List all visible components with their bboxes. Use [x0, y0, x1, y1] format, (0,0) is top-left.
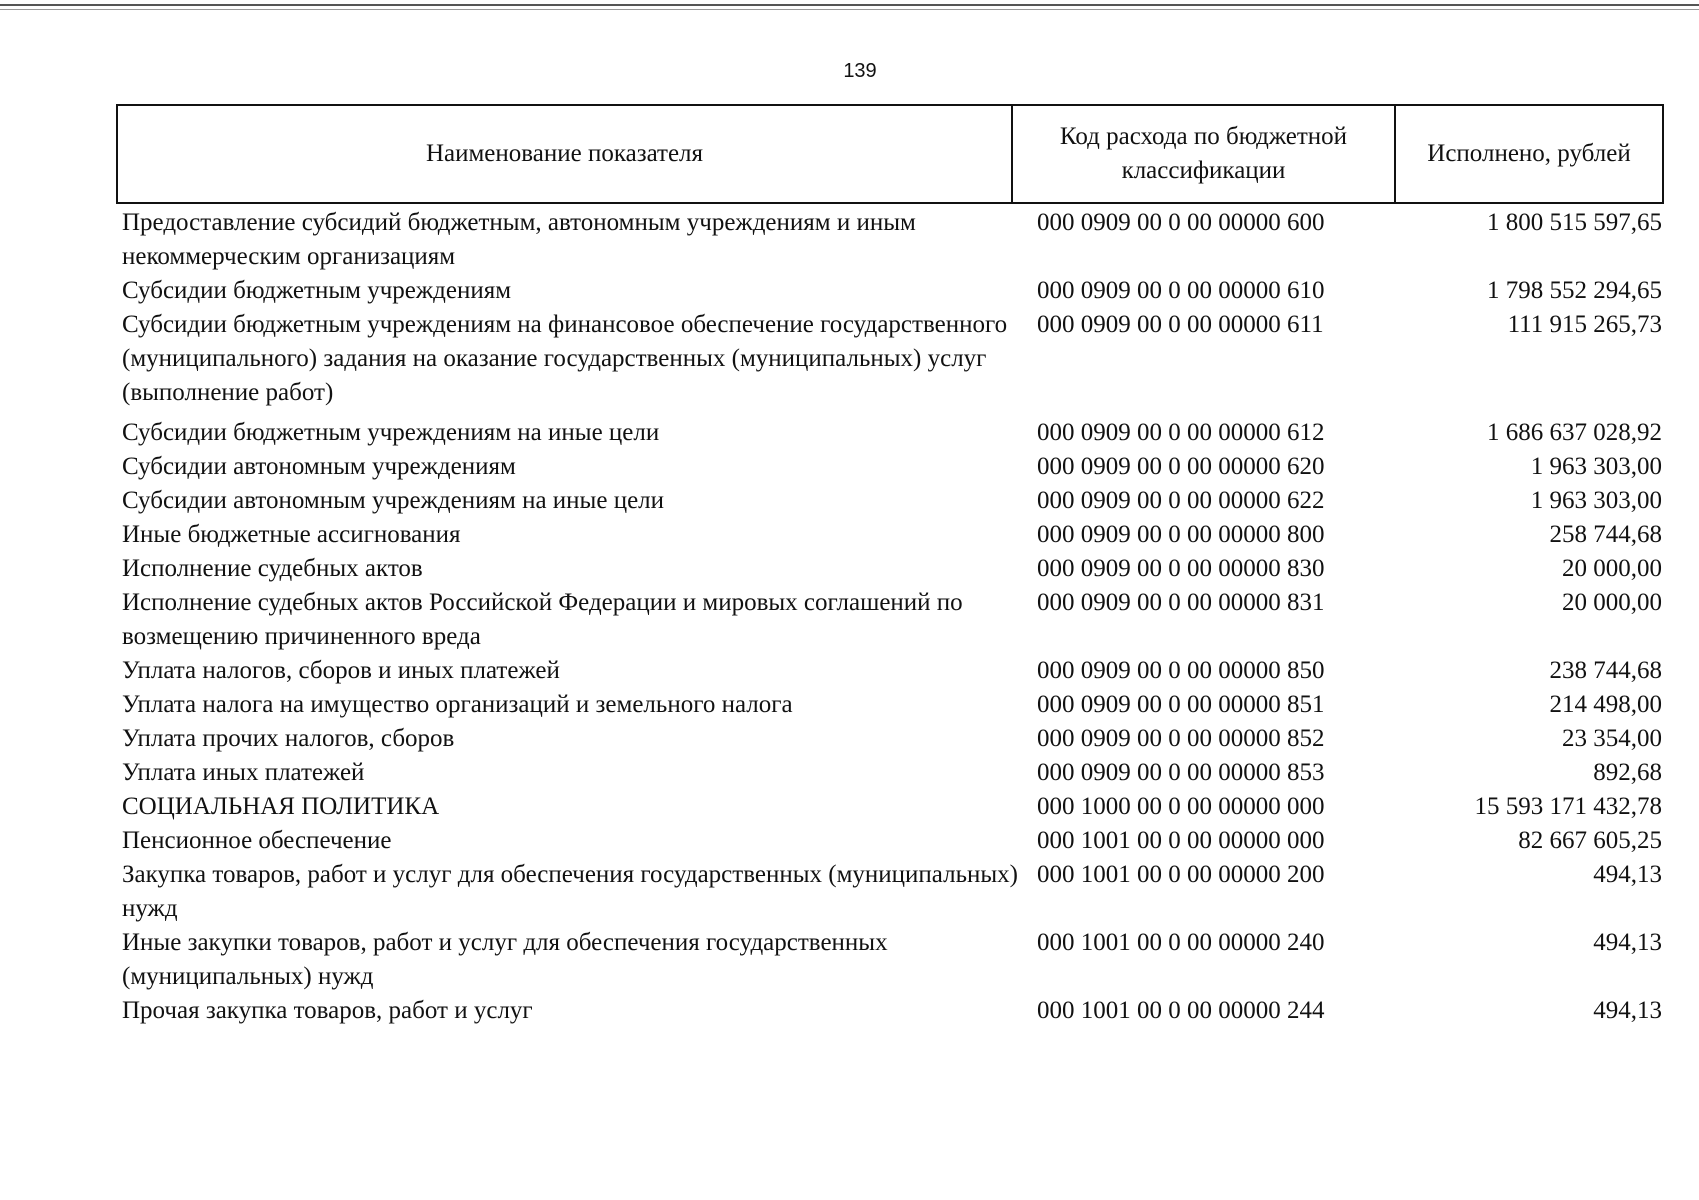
- row-name: СОЦИАЛЬНАЯ ПОЛИТИКА: [122, 793, 440, 820]
- table-row: [122, 416, 1662, 450]
- table-row: [122, 518, 1662, 552]
- row-code: 000 0909 00 0 00 00000 611: [1037, 311, 1324, 338]
- table-row: [122, 274, 1662, 308]
- row-name: Уплата налогов, сборов и иных платежей: [122, 657, 560, 684]
- row-name: Уплата налога на имущество организаций и земельного налога: [122, 691, 793, 718]
- table-row: [122, 858, 1662, 926]
- table-row: [122, 790, 1662, 824]
- row-name: Иные бюджетные ассигнования: [122, 521, 461, 548]
- row-name: Субсидии автономным учреждениям на иные цели: [122, 487, 665, 514]
- row-name: Исполнение судебных актов: [122, 555, 423, 582]
- row-amount: 1 686 637 028,92: [1487, 419, 1662, 446]
- row-code: 000 0909 00 0 00 00000 852: [1037, 725, 1325, 752]
- row-code: 000 0909 00 0 00 00000 853: [1037, 759, 1325, 786]
- row-code: 000 1000 00 0 00 00000 000: [1037, 793, 1325, 820]
- row-code: 000 1001 00 0 00 00000 244: [1037, 997, 1325, 1024]
- table-row: [122, 586, 1662, 654]
- row-amount: 23 354,00: [1562, 725, 1662, 752]
- header-name: Наименование показателя: [118, 106, 1013, 202]
- row-name: Предоставление субсидий бюджетным, автономным учреждениям и иным некоммерческим организациям: [122, 209, 916, 270]
- table-row: [122, 552, 1662, 586]
- row-amount: 111 915 265,73: [1507, 311, 1662, 338]
- row-code: 000 0909 00 0 00 00000 612: [1037, 419, 1325, 446]
- row-amount: 494,13: [1593, 929, 1662, 956]
- row-amount: 892,68: [1593, 759, 1662, 786]
- table-row: [122, 756, 1662, 790]
- row-code: 000 0909 00 0 00 00000 620: [1037, 453, 1325, 480]
- scan-border-line-thin: [0, 9, 1699, 10]
- row-name: Прочая закупка товаров, работ и услуг: [122, 997, 533, 1024]
- row-name: Уплата иных платежей: [122, 759, 365, 786]
- row-amount: 238 744,68: [1549, 657, 1662, 684]
- table-header: [116, 104, 1664, 204]
- row-code: 000 0909 00 0 00 00000 622: [1037, 487, 1325, 514]
- row-amount: 494,13: [1593, 997, 1662, 1024]
- row-code: 000 0909 00 0 00 00000 800: [1037, 521, 1325, 548]
- row-name: Закупка товаров, работ и услуг для обеспечения государственных (муниципальных) нужд: [122, 861, 1018, 922]
- row-name: Субсидии бюджетным учреждениям на финансовое обеспечение государственного (муниципального) задания на оказание государственных (муниципальных) услуг (выполнение работ): [122, 311, 1008, 406]
- row-code: 000 1001 00 0 00 00000 240: [1037, 929, 1325, 956]
- row-amount: 258 744,68: [1549, 521, 1662, 548]
- row-code: 000 0909 00 0 00 00000 831: [1037, 589, 1325, 616]
- row-amount: 1 963 303,00: [1530, 487, 1662, 514]
- row-name: Иные закупки товаров, работ и услуг для обеспечения государственных (муниципальных) нужд: [122, 929, 888, 990]
- table-row: [122, 722, 1662, 756]
- table-row: [122, 206, 1662, 274]
- table-row: [122, 994, 1662, 1028]
- row-code: 000 0909 00 0 00 00000 610: [1037, 277, 1325, 304]
- table-row: [122, 308, 1662, 410]
- header-code: Код расхода по бюджетной классификации: [1013, 106, 1396, 202]
- table-row: [122, 654, 1662, 688]
- row-name: Субсидии бюджетным учреждениям на иные цели: [122, 419, 660, 446]
- row-name: Уплата прочих налогов, сборов: [122, 725, 455, 752]
- row-name: Субсидии бюджетным учреждениям: [122, 277, 512, 304]
- row-amount: 20 000,00: [1562, 589, 1662, 616]
- row-amount: 82 667 605,25: [1518, 827, 1662, 854]
- table-row: [122, 484, 1662, 518]
- row-code: 000 0909 00 0 00 00000 830: [1037, 555, 1325, 582]
- row-amount: 20 000,00: [1562, 555, 1662, 582]
- header-amount: Исполнено, рублей: [1427, 140, 1631, 167]
- table-body: [122, 206, 1662, 1028]
- row-amount: 15 593 171 432,78: [1474, 793, 1662, 820]
- row-amount: 1 963 303,00: [1530, 453, 1662, 480]
- table-row: [122, 824, 1662, 858]
- row-code: 000 0909 00 0 00 00000 850: [1037, 657, 1325, 684]
- table-row: [122, 450, 1662, 484]
- table-row: [122, 926, 1662, 994]
- row-code: 000 1001 00 0 00 00000 000: [1037, 827, 1325, 854]
- row-code: 000 0909 00 0 00 00000 600: [1037, 209, 1325, 236]
- page-number: 139: [843, 60, 877, 82]
- row-amount: 494,13: [1593, 861, 1662, 888]
- row-name: Пенсионное обеспечение: [122, 827, 392, 854]
- scan-border-line: [0, 4, 1699, 6]
- row-amount: 214 498,00: [1549, 691, 1662, 718]
- row-code: 000 1001 00 0 00 00000 200: [1037, 861, 1325, 888]
- row-name: Субсидии автономным учреждениям: [122, 453, 516, 480]
- row-amount: 1 800 515 597,65: [1487, 209, 1662, 236]
- row-code: 000 0909 00 0 00 00000 851: [1037, 691, 1325, 718]
- row-amount: 1 798 552 294,65: [1487, 277, 1662, 304]
- table-row: [122, 688, 1662, 722]
- row-name: Исполнение судебных актов Российской Федерации и мировых соглашений по возмещению причиненного вреда: [122, 589, 963, 650]
